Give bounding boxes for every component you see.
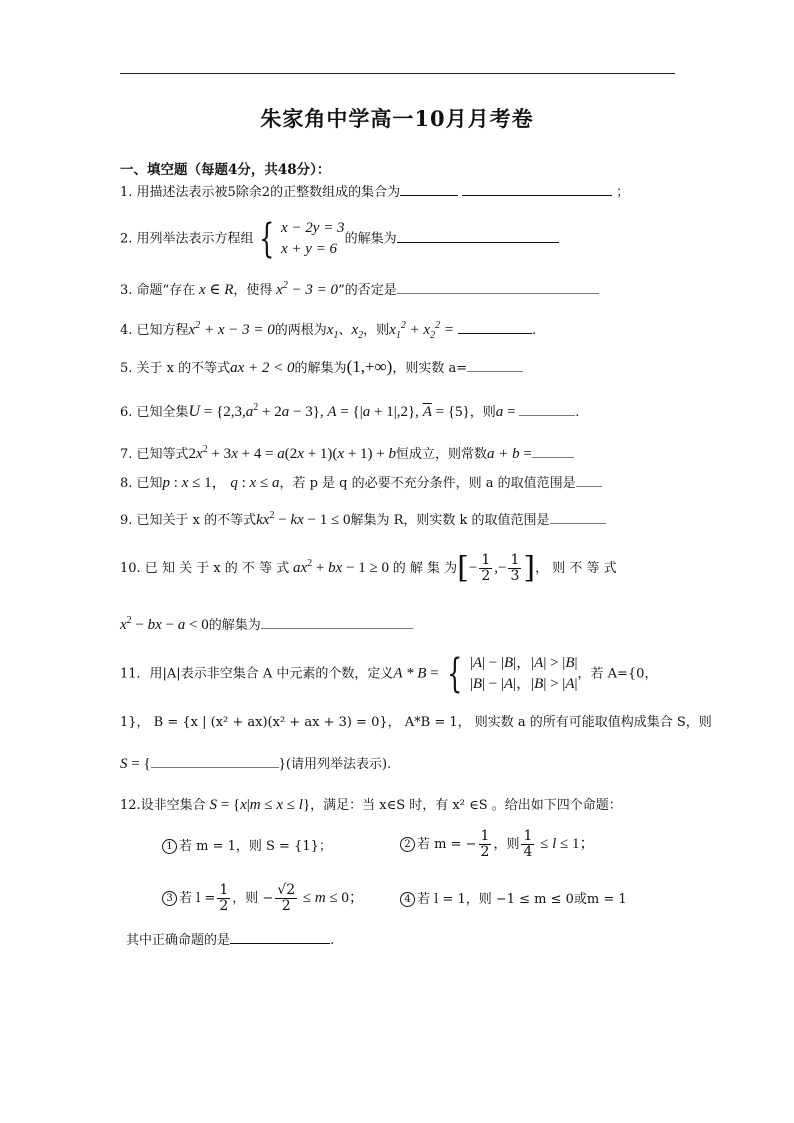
answer-blank-3[interactable] [397,279,599,294]
question-12-conclusion-end: . [330,933,335,948]
question-3: 3. 命题“存在 x ∈ R，使得 $x^2 - 3 = 0$”的否定是 [120,276,599,301]
answer-blank-6[interactable] [519,401,575,416]
question-4-mid2: ，则 [363,323,390,338]
answer-blank-2[interactable] [397,228,559,243]
question-10-mid: 的 解 集 为 [392,561,458,576]
question-11-post: ，若 A={0， [577,666,658,682]
question-5-pre: 5. 关于 x 的不等式 [120,361,231,376]
equation-system [254,218,345,260]
question-12-pre: 12.设非空集合 [120,798,206,813]
answer-blank-10[interactable] [261,614,413,629]
question-6-end: . [575,405,580,420]
answer-blank-9[interactable] [550,509,606,524]
question-11: 11．用|A|表示非空集合 A 中元素的个数，定义A * B = { |A| − |B|，|A| > |B| |B| − |A|，|B| > |A| ，若 A={0， [120,651,658,697]
question-3-post: ”的否定是 [338,283,397,298]
proposition-1-text: 若 m = 1，则 S = {1}； [179,839,332,854]
proposition-3-pre: 若 l = [179,891,216,906]
question-1-end: ； [616,185,630,200]
left-brace: { [258,216,274,262]
question-10: 10. 已 知 关 于 x 的 不 等 式 $ax^2$ + bx − 1 ≥ 0 的 解 集 为[− $\frac{1}{2}$ ,− $\frac{1}{3}$ ]， 则 不 等 式 [120,550,617,586]
section-heading: 一、填空题（每题4分，共48分）： [120,162,331,178]
piecewise-definition: { |A| − |B|，|A| > |B| |B| − |A|，|B| > |A| [447,651,578,697]
circled-one-icon: 1 [162,839,177,854]
proposition-2-post: ，则 [493,837,520,852]
question-6-pre: 6. 已知全集 [120,405,189,420]
proposition-2-pre: 若 m = − [417,837,477,852]
question-2 [120,218,559,260]
answer-blank-5[interactable] [467,357,523,372]
question-5-mid: 的解集为 [294,361,347,376]
question-7-pre: 7. 已知等式 [120,447,189,462]
proposition-3: 3 若 l = $\frac{1}{2}$ ，则 − $\frac{√2}{2}$ ≤ m ≤ 0； [162,883,364,914]
question-1 [120,181,629,203]
question-9-pre: 9. 已知关于 x 的不等式 [120,513,257,528]
question-10-line2: $x^2$ − bx − a < 0的解集为 [120,611,413,636]
question-8-mid: ，若 p 是 q 的必要不充分条件，则 a 的取值范围是 [279,476,576,491]
question-1-text: 1. 用描述法表示被5除余2的正整数组成的集合为 [120,185,401,200]
question-10-pre: 10. 已 知 关 于 x 的 不 等 式 [120,561,290,576]
proposition-1 [162,837,332,857]
question-6-post: ，则 [469,405,496,420]
question-3-pre: 3. 命题“存在 [120,283,196,298]
circled-four-icon: 4 [400,892,415,907]
question-4-end: . [531,323,537,338]
circled-two-icon: 2 [400,837,415,852]
question-11-line3-post: (请用列举法表示). [285,757,392,772]
question-5-post: ，则实数 a= [392,361,468,376]
answer-blank-8[interactable] [576,472,602,487]
question-12-conclusion-text: 其中正确命题的是 [126,933,231,948]
equation-1: x − 2y = 3 [281,220,345,236]
answer-blank-7[interactable] [532,443,574,458]
question-5: 5. 关于 x 的不等式ax + 2 < 0的解集为(1,+∞)，则实数 a= [120,357,523,379]
question-4-pre: 4. 已知方程 [120,323,189,338]
question-7-post: 恒成立，则常数 [396,447,488,462]
question-11-line2: 1}， B = {x | (x² + ax)(x² + ax + 3) = 0}， A*B = 1， 则实数 a 的所有可能取值构成集合 S，则 [120,715,712,730]
question-11-line3: S = { }(请用列举法表示). [120,753,391,775]
answer-blank-1a[interactable] [400,181,458,196]
answer-blank-4[interactable] [458,319,532,334]
question-12-conclusion [126,929,334,951]
top-rule [120,73,675,74]
proposition-4-text: 若 l = 1，则 −1 ≤ m ≤ 0或m = 1 [417,892,627,907]
question-10-line2-post: 的解集为 [208,618,261,633]
question-8-pre: 8. 已知 [120,476,163,491]
question-11-pre: 11．用|A|表示非空集合 A 中元素的个数，定义 [120,666,394,682]
answer-blank-1b[interactable] [462,181,612,196]
question-10-post: ， 则 不 等 式 [535,561,617,576]
question-2-post: 的解集为 [344,231,397,247]
question-6: 6. 已知全集$U = \{2,3,a^2 + 2a - 3\}$, A = {|a + 1|,2}, $\overline{A} = \{5\}$，则a = . [120,402,580,420]
question-9-post: 解集为 R，则实数 k 的取值范围是 [350,513,550,528]
proposition-3-post: ，则 − [232,891,274,906]
proposition-4 [400,890,627,910]
question-7: 7. 已知等式$2x^2 + 3x + 4 = a(2x + 1)(x + 1) + b$恒成立，则常数a + b = [120,440,574,465]
page-title: 朱家角中学高一10月月考卷 [260,106,534,131]
circled-three-icon: 3 [162,891,177,906]
question-12-post: ，满足：当 x∈S 时，有 x² ∈S 。给出如下四个命题： [310,798,622,813]
answer-blank-12[interactable] [230,929,330,944]
question-12: 12.设非空集合 S = {x|m ≤ x ≤ l}，满足：当 x∈S 时，有 x² ∈S 。给出如下四个命题： [120,797,622,813]
question-3-mid: ，使得 [233,283,273,298]
answer-blank-11[interactable] [151,753,279,768]
question-9: 9. 已知关于 x 的不等式$kx^2$ − kx − 1 ≤ 0解集为 R，则实数 k 的取值范围是 [120,506,606,531]
question-2-pre: 2. 用列举法表示方程组 [120,231,254,247]
proposition-2: 2 若 m = − $\frac{1}{2}$ ，则 $\frac{1}{4}$ ≤ l ≤ 1； [400,829,595,860]
question-4-mid: 的两根为 [274,323,327,338]
question-4: 4. 已知方程$x^2 + x - 3 = 0$的两根为$x_1$、$x_2$，则$x_1^2 + x_2^2$ = . [120,320,537,341]
question-8: 8. 已知p : x ≤ 1， q : x ≤ a，若 p 是 q 的必要不充分条件，则 a 的取值范围是 [120,472,602,494]
equation-2: x + y = 6 [281,241,338,257]
